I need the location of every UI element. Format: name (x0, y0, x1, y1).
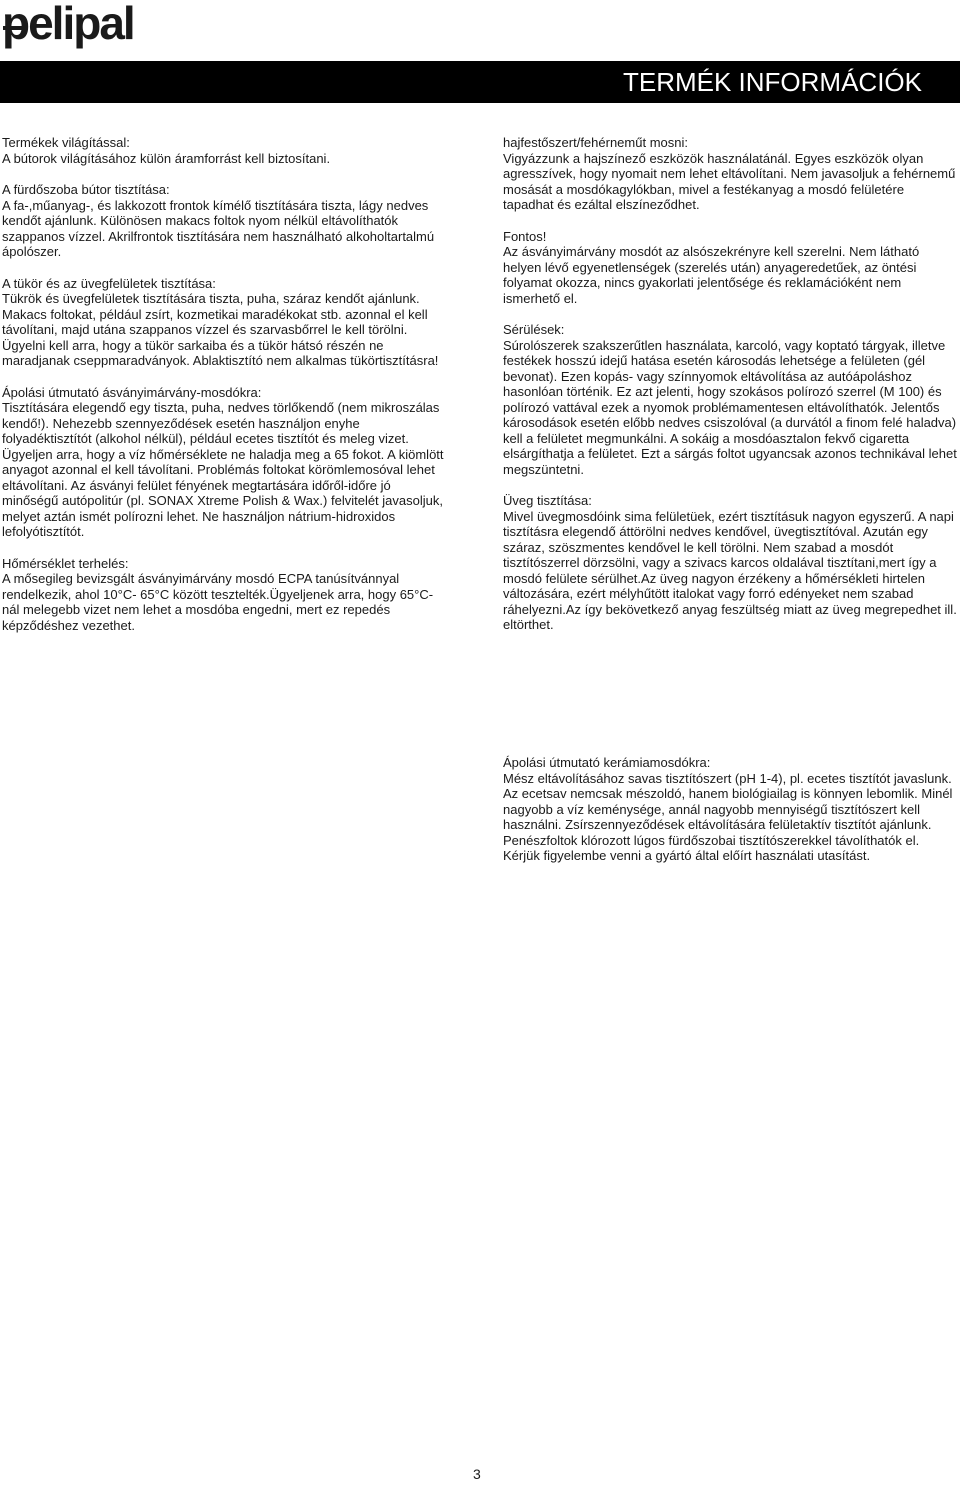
section-temperature-load (2, 556, 447, 634)
section-title: Ápolási útmutató ásványimárvány-mosdókra: (2, 384, 262, 400)
section-body: A fa-,műanyag-, és lakkozott frontok kímélő tisztítására tiszta, lágy nedves kendőt ajánlunk. Különösen makacs foltok nyom nélkül eltávolíthatók szappanos vízzel. Akrilfrontok tisztítására nem használható alkoholtartalmú ápolószer. (2, 197, 435, 259)
section-body: A bútorok világításához külön áramforrást kell biztosítani. (2, 150, 331, 166)
section-ceramic-care (503, 755, 958, 864)
section-title: Sérülések: (503, 322, 565, 337)
page-number: 3 (473, 1466, 481, 1482)
section-title: Fontos! (503, 228, 547, 244)
section-title: Hőmérséklet terhelés: (2, 555, 129, 571)
section-body: Súrolószerek szakszerűtlen használata, karcoló, vagy koptató tárgyak, illetve festékek hosszú idejű hatása esetén károsodás lehetsége a felületen (gél bevonat). Ezen kopás- vagy színnyomok eltávolítása az autóápoláshoz hasonlóan történik. Ez azt jelenti, hogy szokásos polírozó szerrel (M 100) és polírozó vattával ezek a nyomok problémamentesen eltávolíthatók. Jelentős károsodások esetén előbb nedves csiszolóval (a durvától a finom felé haladva) kell a felületet megmunkálni. A sokáig a mosdóasztalon fekvő cigaretta elsárgíthatja a felületet. Ezt a sárgás foltot ugyancsak azonos technikával lehet megszüntetni. (503, 337, 957, 477)
left-column (2, 135, 447, 649)
section-body: Tisztítására elegendő egy tiszta, puha, nedves törlőkendő (nem mikroszálas kendő!). Nehezebb szennyeződések esetén használjon enyhe folyadéktisztítót (alkohol nélkül), például ecetes tisztítót és meleg vizet. Ügyeljen arra, hogy a víz hőmérséklete ne haladja meg a 65 fokot. A kiömlött anyagot azonnal el kell távolítani. Problémás foltokat körömlemosóval lehet eltávolítani. Az ásványi felület fényének megtartására időről-időre jó minőségű autópolitúr (pl. SONAX Xtreme Polish & Wax.) felvitelét javasoljuk, melyet aztán ismét polírozni lehet. Ne használjon nátrium-hidroxidos lefolyótisztítót. (2, 400, 444, 539)
section-body: Mész eltávolításához savas tisztítószert (pH 1-4), pl. ecetes tisztítót javaslunk. Az ecetsav nemcsak mészoldó, hanem biológiailag is könnyen lebomlik. Minél nagyobb a víz keménysége, annál nagyobb mennyiségű tisztítószert kell használni. Zsírszennyeződések eltávolítására felületaktív tisztítót ajánlunk. Penészfoltok klórozott lúgos fürdőszobai tisztítószerekkel távolíthatók el. Kérjük figyelembe venni a gyártó által előírt használati utasítást. (503, 770, 953, 863)
section-body: Az ásványimárvány mosdót az alsószekrényre kell szerelni. Nem látható helyen lévő egyenetlenségek (szerelés után) anyageredetűek, az öntési folyamat okozza, nincs gyakorlati jelentősége és reklamációként nem ismerhető el. (503, 244, 920, 306)
section-important (503, 229, 958, 307)
section-body: A mősegileg bevizsgált ásványimárvány mosdó ECPA tanúsítvánnyal rendelkezik, ahol 10°C- 65°C között tesztelték.Ügyeljenek arra, hogy 65°C-nál melegebb vizet nem lehet a mosdóba engedni, mert ez repedés képződéshez vezethet. (2, 571, 434, 633)
section-title: A fürdőszoba bútor tisztítása: (2, 182, 170, 197)
section-title: A tükör és az üvegfelületek tisztítása: (2, 275, 216, 291)
section-title: hajfestőszert/fehérneműt mosni: (503, 135, 688, 150)
section-damage (503, 322, 958, 477)
page-title: TERMÉK INFORMÁCIÓK (622, 67, 922, 97)
section-mirror-cleaning (2, 276, 447, 369)
right-column (503, 135, 958, 649)
section-glass-cleaning (503, 493, 958, 633)
section-body: Vigyázzunk a hajszínező eszközök használatánál. Egyes eszközök olyan agresszívek, hogy nyomait nem lehet eltávolítani. Nem javasoljuk a fehérnemű mosását a mosdókagylókban, mivel a festékanyag a mosdó felületére tapadhat és ezáltal elszíneződhet. (503, 150, 956, 212)
section-title: Termékek világítással: (2, 135, 130, 150)
bottom-right-column (503, 755, 958, 880)
section-furniture-cleaning (2, 182, 447, 260)
section-hair-dye (503, 135, 958, 213)
section-body: Mivel üvegmosdóink sima felületüek, ezért tisztításuk nagyon egyszerű. A napi tisztításra elegendő áttörölni nedves kendővel, üvegtisztítóval. Azután egy száraz, szöszmentes kendővel le kell törölni. Nem szabad a mosdót tisztítószerrel dörzsölni, vagy a szivacs karcos oldalával tisztítani,mert így a mosdó felülete sérülhet.Az üveg nagyon érzékeny a hőmérsékleti hirtelen változására, ezért mélyhűtött italokat vagy forró edényeket nem szabad ráhelyezni.Az így bekövetkező anyag feszültség miatt az üveg megrepedhet ill. eltörthet. (503, 508, 957, 632)
section-title: Ápolási útmutató kerámiamosdókra: (503, 755, 711, 770)
section-title: Üveg tisztítása: (503, 493, 592, 508)
section-body: Tükrök és üvegfelületek tisztítására tiszta, puha, száraz kendőt ajánlunk. Makacs foltokat, például zsírt, kozmetikai maradékokat stb. azonnal el kell távolítani, majd utána szappanos vízzel és szarvasbőrrel le kell törölni. Ügyelni kell arra, hogy a tükör sarkaiba és a tükör hátsó részén ne maradjanak cseppmaradványok. Ablaktisztító nem alkalmas tükörtisztításra! (2, 291, 439, 368)
section-mineral-marble-care (2, 385, 447, 540)
section-lighting (2, 135, 447, 166)
pelipal-logo: pelipal (2, 0, 134, 49)
title-banner (0, 61, 960, 103)
